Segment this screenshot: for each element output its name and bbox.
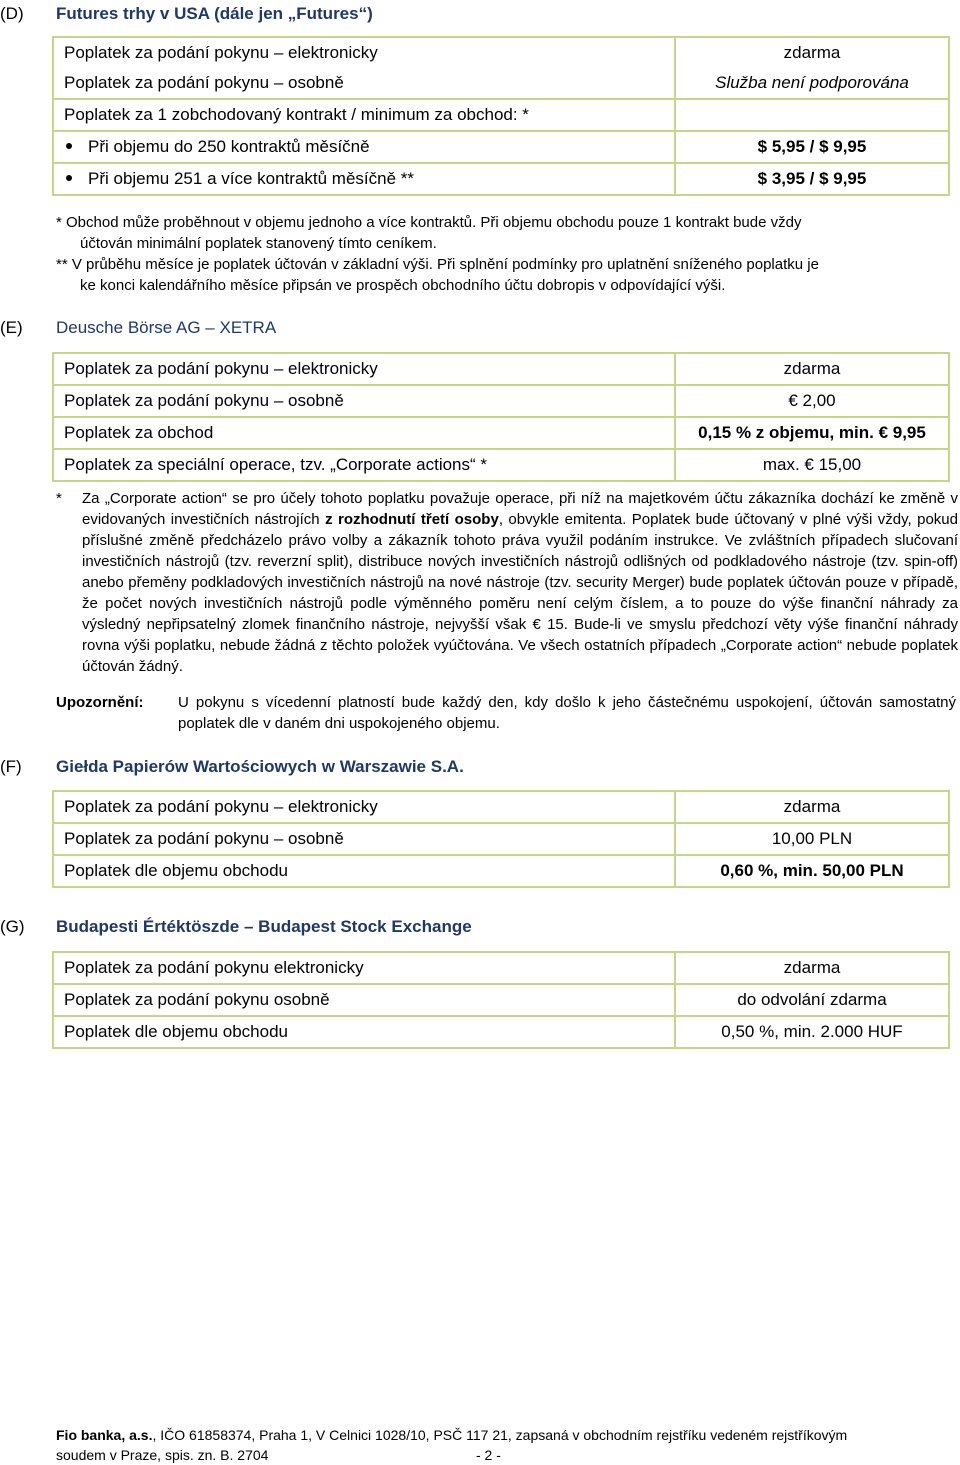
row-label: Při objemu 251 a více kontraktů měsíčně ** [88, 169, 414, 188]
row-label: Poplatek dle objemu obchodu [53, 1016, 675, 1048]
row-label: Poplatek za podání pokynu elektronicky [53, 952, 675, 984]
section-letter-f: (F) [0, 757, 22, 776]
page-number: - 2 - [476, 1447, 501, 1463]
table-row [53, 385, 949, 417]
row-value: 0,60 %, min. 50,00 PLN [675, 855, 949, 887]
row-label: Poplatek za obchod [53, 417, 675, 449]
row-value: max. € 15,00 [675, 449, 949, 481]
row-value: zdarma [675, 952, 949, 984]
corporate-action-paragraph [82, 488, 958, 677]
table-row [53, 984, 949, 1016]
row-value: zdarma [675, 37, 949, 68]
footer-line-2 [56, 1445, 956, 1465]
section-letter-g: (G) [0, 917, 25, 936]
table-row [53, 68, 949, 99]
table-row [53, 353, 949, 385]
table-row [53, 131, 949, 163]
row-label-bullet [53, 131, 675, 163]
row-value [675, 99, 949, 131]
table-row [53, 417, 949, 449]
footer-text: , IČO 61858374, Praha 1, V Celnici 1028/10, PSČ 117 21, zapsaná v obchodním rejstříku vedeném rejstříkovým [152, 1427, 848, 1443]
row-value: 0,15 % z objemu, min. € 9,95 [675, 417, 949, 449]
section-title-e: Deusche Börse AG – XETRA [56, 318, 277, 337]
footer-line-1 [56, 1425, 956, 1445]
footer-company: Fio banka, a.s. [56, 1427, 153, 1443]
futures-fee-table [52, 36, 950, 196]
bullet-icon [66, 175, 72, 181]
table-row [53, 791, 949, 823]
row-value: do odvolání zdarma [675, 984, 949, 1016]
para-text: Za „Corporate action“ se pro účely tohoto poplatku považuje operace, při níž na majetkovém účtu zákazníka dochází ke změně v evidovaných investičních nástrojích [82, 490, 958, 528]
row-label: Při objemu do 250 kontraktů měsíčně [88, 137, 370, 156]
footer [56, 1425, 956, 1465]
budapest-fee-table [52, 951, 950, 1049]
row-label-bullet [53, 163, 675, 195]
table-row [53, 37, 949, 68]
row-label: Poplatek za 1 zobchodovaný kontrakt / minimum za obchod: * [53, 99, 675, 131]
table-row [53, 855, 949, 887]
footnote-2 [56, 254, 956, 296]
section-title-f: Giełda Papierów Wartościowych w Warszawie S.A. [56, 757, 464, 776]
warning-label: Upozornění: [56, 694, 144, 711]
row-label: Poplatek za podání pokynu – osobně [53, 68, 675, 99]
para-star: * [56, 490, 62, 507]
table-row [53, 1016, 949, 1048]
row-label: Poplatek za podání pokynu – osobně [53, 823, 675, 855]
footnote-2-line-2: ke konci kalendářního měsíce připsán ve prospěch obchodního účtu dobropis v odpovídající výši. [80, 277, 726, 294]
footnote-1 [56, 212, 956, 254]
section-letter-e: (E) [0, 318, 23, 337]
table-row [53, 99, 949, 131]
footnote-2-line-1: ** V průběhu měsíce je poplatek účtován v základní výši. Při splnění podmínky pro uplatnění sníženého poplatku je [56, 256, 819, 273]
row-label: Poplatek za speciální operace, tzv. „Corporate actions“ * [53, 449, 675, 481]
table-row [53, 952, 949, 984]
xetra-fee-table [52, 352, 950, 482]
row-value: $ 3,95 / $ 9,95 [675, 163, 949, 195]
row-value: 10,00 PLN [675, 823, 949, 855]
row-value: € 2,00 [675, 385, 949, 417]
row-label: Poplatek za podání pokynu – elektronicky [53, 791, 675, 823]
row-value: Služba není podporována [675, 68, 949, 99]
row-value: $ 5,95 / $ 9,95 [675, 131, 949, 163]
table-row [53, 163, 949, 195]
warning-text: U pokynu s vícedenní platností bude každý den, kdy došlo k jeho částečnému uspokojení, účtován samostatný poplatek dle v daném dni uspokojeného objemu. [178, 694, 956, 732]
row-label: Poplatek za podání pokynu osobně [53, 984, 675, 1016]
footnote-1-line-2: účtován minimální poplatek stanovený tímto ceníkem. [80, 235, 437, 252]
row-label: Poplatek za podání pokynu – elektronicky [53, 37, 675, 68]
table-row [53, 823, 949, 855]
row-value: zdarma [675, 791, 949, 823]
footer-text: soudem v Praze, spis. zn. B. 2704 [56, 1447, 269, 1463]
para-bold-text: z rozhodnutí třetí osoby [325, 511, 499, 528]
row-label: Poplatek dle objemu obchodu [53, 855, 675, 887]
footnote-1-line-1: * Obchod může proběhnout v objemu jednoho a více kontraktů. Při objemu obchodu pouze 1 kontrakt bude vždy [56, 214, 802, 231]
section-title-g: Budapesti Értéktöszde – Budapest Stock Exchange [56, 917, 472, 936]
bullet-icon [66, 143, 72, 149]
warsaw-fee-table [52, 790, 950, 888]
section-title-d: Futures trhy v USA (dále jen „Futures“) [56, 4, 373, 23]
row-value: zdarma [675, 353, 949, 385]
row-label: Poplatek za podání pokynu – elektronicky [53, 353, 675, 385]
row-label: Poplatek za podání pokynu – osobně [53, 385, 675, 417]
table-row [53, 449, 949, 481]
section-letter-d: (D) [0, 4, 24, 23]
para-text: , obvykle emitenta. Poplatek bude účtovaný v plné výši vždy, pokud příslušné změně předcházelo právo volby a zákazník tohoto práva využil podáním instrukce. Ve zvláštních případech slučovaní investičních nástrojů (tzv. reverzní split), distribuce nových investičních nástrojů odlišných od podkladového nástroje (tzv. spin-off) anebo přeměny podkladových investičních nástrojů na nové nástroje (tzv. security Merger) bude poplatek účtován pouze v případě, že počet nových investičních nástrojů podle výměnného poměru není celým číslem, a to pouze do výše finanční náhrady za výsledný nepřipsatelný zlomek finančního nástroje, nejvyšší však € 15. Bude-li ve smyslu předchozí věty výše finanční náhrady rovna výši poplatku, nebude žádná z těchto položek vyúčtována. Ve všech ostatních případech „Corporate action“ nebude poplatek účtován žádný. [82, 511, 958, 675]
row-value: 0,50 %, min. 2.000 HUF [675, 1016, 949, 1048]
